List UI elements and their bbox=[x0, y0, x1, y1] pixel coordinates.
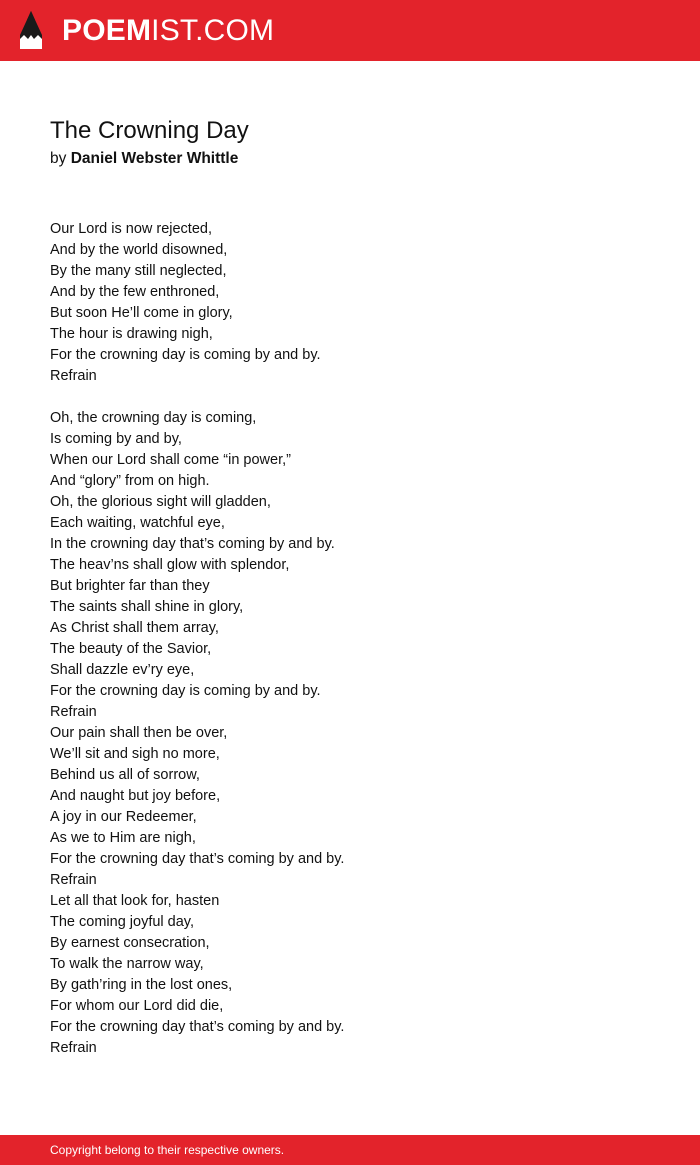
poem-line: Let all that look for, hasten bbox=[50, 893, 220, 909]
poem-title: The Crowning Day bbox=[50, 117, 249, 144]
poem-line: But soon He’ll come in glory, bbox=[50, 305, 233, 321]
poem-line: To walk the narrow way, bbox=[50, 956, 204, 972]
poem-line: The hour is drawing nigh, bbox=[50, 326, 213, 342]
brand-light-text: IST.COM bbox=[151, 14, 275, 47]
poem-line: Shall dazzle ev’ry eye, bbox=[50, 662, 195, 678]
poem-line: But brighter far than they bbox=[50, 578, 210, 594]
refrain-label: Refrain bbox=[50, 1040, 97, 1056]
site-footer bbox=[0, 1135, 700, 1165]
poem-line: Our Lord is now rejected, bbox=[50, 221, 212, 237]
poem-line: For the crowning day is coming by and by. bbox=[50, 347, 321, 363]
poem-line: By gath’ring in the lost ones, bbox=[50, 977, 233, 993]
site-brand-link[interactable] bbox=[62, 12, 274, 50]
poem-line: And by the few enthroned, bbox=[50, 284, 220, 300]
copyright-text: Copyright belong to their respective owners. bbox=[50, 1143, 285, 1157]
stanza-gap bbox=[50, 387, 650, 408]
poem-line: For the crowning day is coming by and by. bbox=[50, 683, 321, 699]
poem-line: When our Lord shall come “in power,” bbox=[50, 452, 291, 468]
poem-line: For the crowning day that’s coming by and by. bbox=[50, 1019, 345, 1035]
poem-line: By the many still neglected, bbox=[50, 263, 227, 279]
poem-line: Oh, the glorious sight will gladden, bbox=[50, 494, 271, 510]
poem-line: Oh, the crowning day is coming, bbox=[50, 410, 257, 426]
site-header bbox=[0, 0, 700, 61]
poem-line: And “glory” from on high. bbox=[50, 473, 210, 489]
poem-line: As Christ shall them array, bbox=[50, 620, 219, 636]
poem-line: The saints shall shine in glory, bbox=[50, 599, 244, 615]
poem-byline bbox=[50, 149, 238, 169]
poem-line: Each waiting, watchful eye, bbox=[50, 515, 225, 531]
poem-line: And naught but joy before, bbox=[50, 788, 221, 804]
refrain-label: Refrain bbox=[50, 368, 97, 384]
poem-line: By earnest consecration, bbox=[50, 935, 210, 951]
poem-line: A joy in our Redeemer, bbox=[50, 809, 197, 825]
poem-line: Our pain shall then be over, bbox=[50, 725, 228, 741]
refrain-label: Refrain bbox=[50, 704, 97, 720]
by-label: by bbox=[50, 150, 67, 167]
poem-line: We’ll sit and sigh no more, bbox=[50, 746, 220, 762]
refrain-label: Refrain bbox=[50, 872, 97, 888]
pencil-tip-icon[interactable] bbox=[18, 9, 44, 51]
poem-line: The heav’ns shall glow with splendor, bbox=[50, 557, 290, 573]
poem-line: For the crowning day that’s coming by and by. bbox=[50, 851, 345, 867]
poem-author: Daniel Webster Whittle bbox=[70, 150, 239, 167]
poem-line: As we to Him are nigh, bbox=[50, 830, 196, 846]
brand-bold-text: POEM bbox=[62, 14, 152, 47]
poem-line: The coming joyful day, bbox=[50, 914, 194, 930]
poem-line: Behind us all of sorrow, bbox=[50, 767, 200, 783]
poem-line: Is coming by and by, bbox=[50, 431, 182, 447]
poem-line: The beauty of the Savior, bbox=[50, 641, 212, 657]
poem-line: And by the world disowned, bbox=[50, 242, 228, 258]
poem-line: For whom our Lord did die, bbox=[50, 998, 224, 1014]
poem-line: In the crowning day that’s coming by and by. bbox=[50, 536, 335, 552]
poem-body bbox=[50, 219, 650, 1059]
